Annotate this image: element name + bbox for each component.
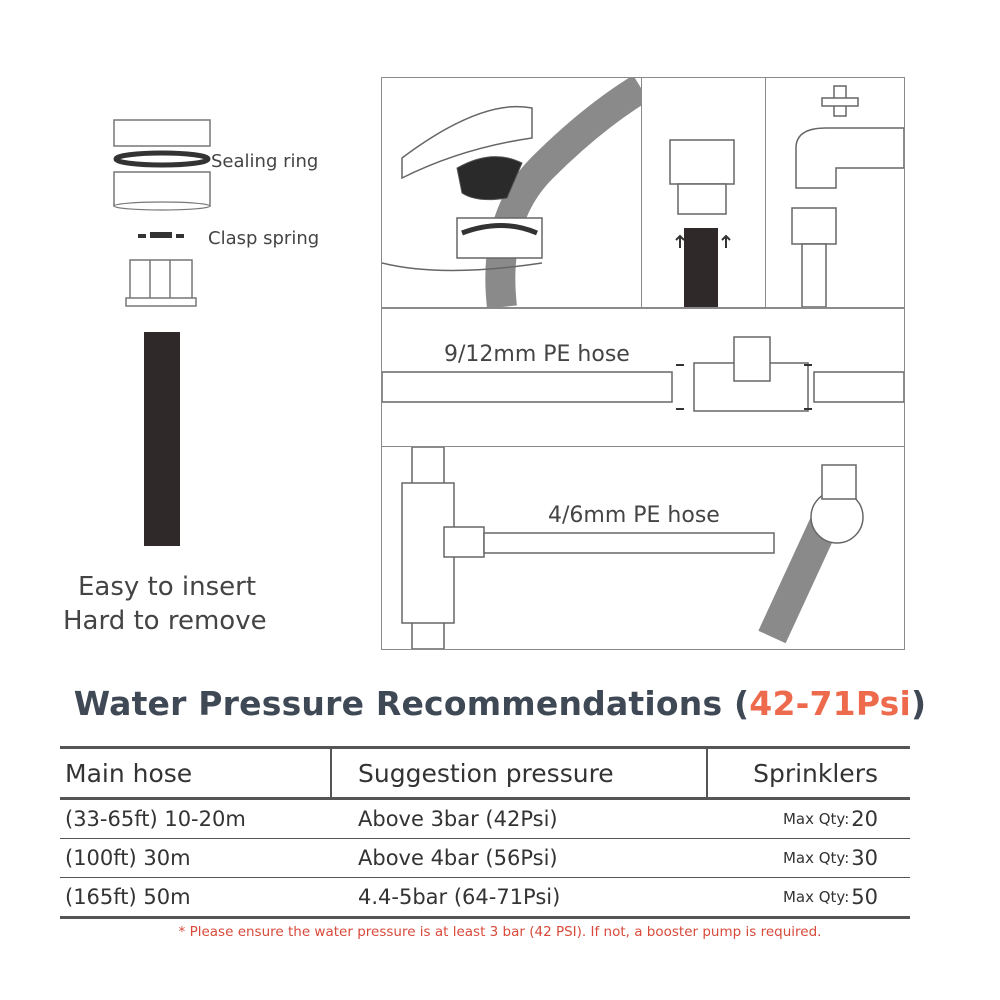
heading-title: Water Pressure Recommendations (	[73, 684, 750, 723]
max-qty-label: Max Qty:	[782, 849, 850, 867]
tagline-insert: Easy to insert	[78, 572, 257, 602]
header-main-hose: Main hose	[65, 758, 193, 788]
cell-pressure: Above 4bar (56Psi)	[358, 846, 558, 870]
table-row	[60, 839, 910, 878]
table-row	[60, 878, 910, 919]
hose-label-4-6mm: 4/6mm PE hose	[548, 503, 720, 528]
cell-pressure: 4.4-5bar (64-71Psi)	[358, 885, 561, 909]
cell-main-hose: (165ft) 50m	[65, 885, 191, 909]
max-qty-label: Max Qty:	[782, 810, 850, 828]
quick-connector-panel	[641, 77, 766, 308]
cap-part	[114, 120, 210, 146]
body-part	[114, 172, 210, 206]
pressure-table	[60, 746, 910, 919]
table-header-row	[60, 746, 910, 800]
hose-tube-part	[144, 332, 180, 546]
clasp-spring-part	[138, 232, 184, 238]
cell-pressure: Above 3bar (42Psi)	[358, 807, 558, 831]
collet-part	[126, 260, 196, 306]
column-divider	[330, 749, 332, 797]
max-qty-value: 20	[851, 807, 878, 831]
clasp-spring-label: Clasp spring	[208, 228, 320, 249]
max-qty-label: Max Qty:	[782, 888, 850, 906]
sprinkler-hose-panel	[381, 446, 905, 650]
heading-close: )	[911, 684, 927, 723]
tee-connector-panel	[381, 308, 905, 448]
cell-main-hose: (100ft) 30m	[65, 846, 191, 870]
heading-range: 42-71Psi	[749, 684, 911, 723]
cell-main-hose: (33-65ft) 10-20m	[65, 807, 246, 831]
sealing-ring-part	[116, 153, 208, 165]
tagline-remove: Hard to remove	[63, 606, 267, 636]
tap-panel	[765, 77, 905, 308]
hose-label-9-12mm: 9/12mm PE hose	[444, 342, 630, 367]
cell-sprinklers	[708, 878, 906, 916]
cell-sprinklers	[708, 800, 906, 838]
table-row	[60, 800, 910, 839]
header-sprinklers: Sprinklers	[753, 758, 878, 788]
max-qty-value: 50	[851, 885, 878, 909]
max-qty-value: 30	[851, 846, 878, 870]
exploded-connector-diagram	[100, 110, 230, 550]
pressure-note: * Please ensure the water pressure is at least 3 bar (42 PSI). If not, a booster pump is required.	[178, 924, 822, 940]
sealing-ring-label: Sealing ring	[211, 151, 319, 172]
header-suggestion-pressure: Suggestion pressure	[358, 758, 614, 788]
cell-sprinklers	[708, 839, 906, 877]
faucet-adapter-panel	[381, 77, 642, 308]
pressure-heading	[0, 684, 1000, 723]
